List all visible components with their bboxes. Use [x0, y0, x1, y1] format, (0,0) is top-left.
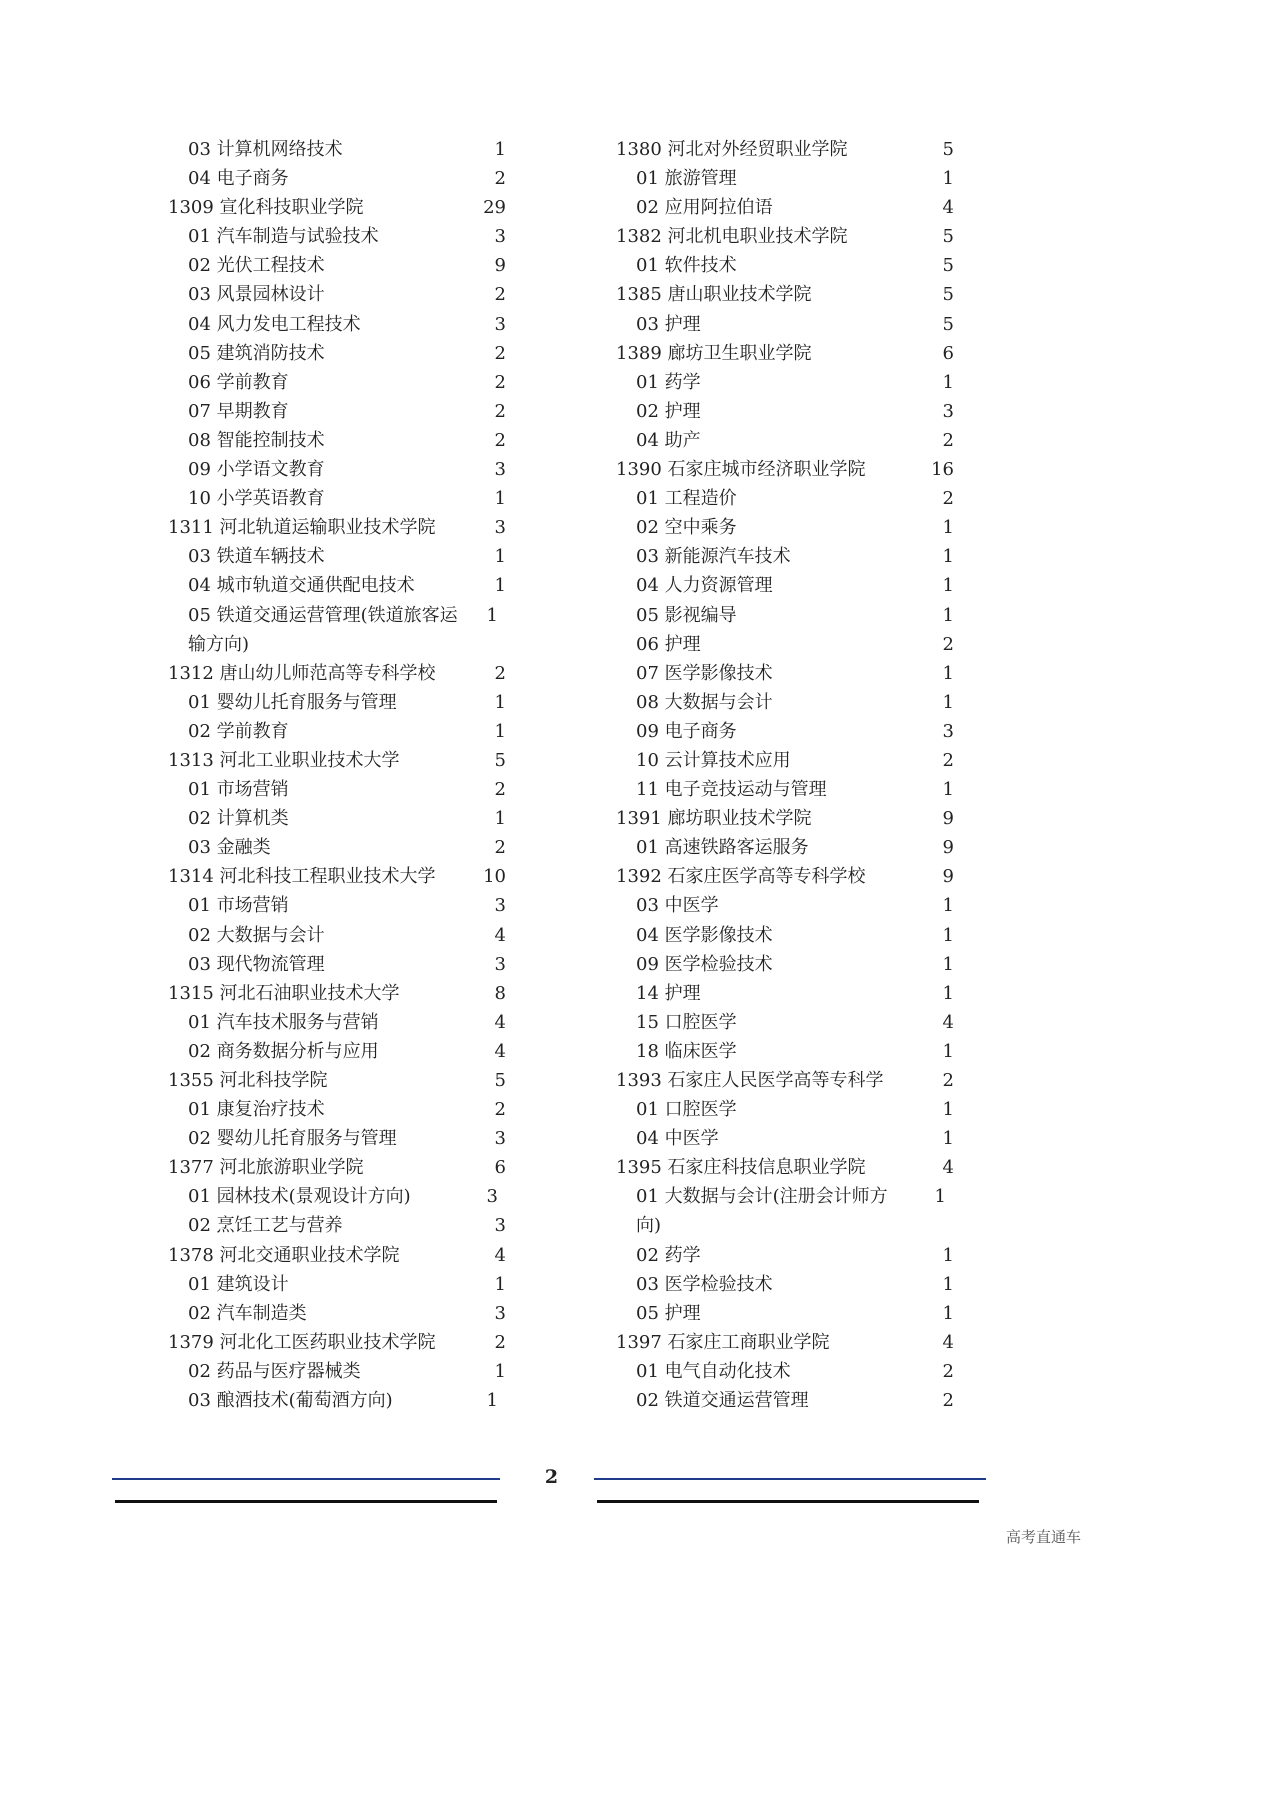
program-row — [616, 368, 958, 397]
quota-count: 3 — [494, 313, 506, 335]
quota-count: 1 — [942, 779, 954, 801]
quota-count: 1 — [934, 1186, 946, 1208]
footer-black-rule-left — [115, 1500, 497, 1503]
program-row — [616, 1124, 958, 1153]
quota-count: 5 — [494, 1070, 506, 1091]
program-name: 02 学前教育 — [188, 720, 289, 742]
program-row — [616, 397, 958, 426]
quota-count: 1 — [486, 604, 498, 626]
program-name: 02 汽车制造类 — [188, 1302, 307, 1324]
quota-count: 3 — [494, 895, 506, 917]
quota-count: 1 — [942, 546, 954, 568]
program-name: 01 汽车制造与试验技术 — [188, 226, 379, 248]
quota-count: 5 — [494, 749, 506, 771]
program-name: 14 护理 — [636, 982, 701, 1004]
footer-black-rule-right — [597, 1500, 979, 1503]
quota-count: 2 — [494, 342, 506, 364]
quota-count: 5 — [942, 255, 954, 277]
program-row — [616, 164, 958, 193]
quota-count: 1 — [942, 662, 954, 684]
quota-count: 1 — [494, 575, 506, 597]
quota-count: 9 — [942, 808, 954, 830]
program-name: 07 医学影像技术 — [636, 662, 773, 684]
program-name: 02 商务数据分析与应用 — [188, 1040, 379, 1062]
quota-count: 4 — [942, 1011, 954, 1033]
quota-count: 5 — [942, 226, 954, 248]
program-row — [616, 310, 958, 339]
program-name: 01 电气自动化技术 — [636, 1360, 791, 1382]
quota-count: 1 — [494, 488, 506, 510]
program-row — [168, 1182, 510, 1211]
quota-count: 2 — [942, 633, 954, 655]
program-name: 01 大数据与会计(注册会计师方向) — [636, 1186, 888, 1237]
quota-count: 1 — [494, 691, 506, 713]
program-row — [616, 688, 958, 717]
quota-count: 1 — [494, 1360, 506, 1382]
program-name: 02 光伏工程技术 — [188, 255, 325, 277]
quota-count: 3 — [942, 720, 954, 742]
program-name: 05 护理 — [636, 1302, 701, 1324]
quota-count: 4 — [942, 197, 954, 219]
program-row — [168, 251, 510, 280]
program-row — [168, 542, 510, 571]
quota-count: 9 — [494, 255, 506, 277]
program-row — [168, 397, 510, 426]
quota-count: 1 — [942, 604, 954, 626]
program-row — [616, 1299, 958, 1328]
quota-count: 9 — [942, 837, 954, 859]
program-name: 03 风景园林设计 — [188, 284, 325, 306]
quota-count: 2 — [942, 1070, 954, 1091]
institution-row — [168, 513, 510, 542]
quota-count: 1 — [942, 1273, 954, 1295]
program-name: 05 建筑消防技术 — [188, 342, 325, 364]
quota-count: 2 — [494, 662, 506, 684]
program-name: 02 铁道交通运营管理 — [636, 1390, 809, 1412]
quota-count: 4 — [942, 1331, 954, 1353]
institution-name: 1382 河北机电职业技术学院 — [616, 226, 848, 248]
program-row — [616, 513, 958, 542]
quota-count: 1 — [942, 982, 954, 1004]
quota-count: 3 — [494, 1302, 506, 1324]
program-row — [168, 368, 510, 397]
quota-count: 2 — [494, 837, 506, 859]
program-row — [616, 542, 958, 571]
program-name: 03 医学检验技术 — [636, 1273, 773, 1295]
program-name: 09 电子商务 — [636, 720, 737, 742]
program-name: 04 城市轨道交通供配电技术 — [188, 575, 415, 597]
quota-count: 3 — [486, 1186, 498, 1208]
program-name: 03 现代物流管理 — [188, 953, 325, 975]
program-name: 04 中医学 — [636, 1128, 719, 1150]
institution-row — [616, 135, 958, 164]
program-name: 01 软件技术 — [636, 255, 737, 277]
quota-count: 3 — [494, 226, 506, 248]
program-name: 01 旅游管理 — [636, 168, 737, 190]
right-column — [616, 135, 958, 1415]
program-name: 03 护理 — [636, 313, 701, 335]
program-row — [168, 426, 510, 455]
quota-count: 1 — [942, 1244, 954, 1266]
quota-count: 6 — [942, 342, 954, 364]
left-column — [168, 135, 510, 1415]
program-name: 01 市场营销 — [188, 779, 289, 801]
quota-count: 5 — [942, 139, 954, 160]
institution-name: 1393 石家庄人民医学高等专科学 — [616, 1070, 884, 1091]
program-name: 04 电子商务 — [188, 168, 289, 190]
program-row — [168, 1008, 510, 1037]
quota-count: 1 — [942, 1128, 954, 1150]
quota-count: 3 — [942, 400, 954, 422]
program-name: 02 大数据与会计 — [188, 924, 325, 946]
program-row — [168, 1037, 510, 1066]
quota-count: 1 — [486, 1390, 498, 1412]
quota-count: 8 — [494, 982, 506, 1004]
program-name: 09 医学检验技术 — [636, 953, 773, 975]
program-row — [616, 1095, 958, 1124]
institution-name: 1389 廊坊卫生职业学院 — [616, 342, 812, 364]
program-row — [616, 775, 958, 804]
quota-count: 2 — [942, 429, 954, 451]
quota-count: 5 — [942, 284, 954, 306]
program-row — [168, 135, 510, 164]
program-name: 09 小学语文教育 — [188, 459, 325, 481]
program-name: 07 早期教育 — [188, 400, 289, 422]
program-name: 05 铁道交通运营管理(铁道旅客运输方向) — [188, 604, 458, 655]
program-row — [168, 310, 510, 339]
quota-count: 1 — [942, 575, 954, 597]
program-name: 08 智能控制技术 — [188, 429, 325, 451]
program-row — [168, 921, 510, 950]
program-name: 01 汽车技术服务与营销 — [188, 1011, 379, 1033]
program-name: 01 康复治疗技术 — [188, 1099, 325, 1121]
quota-count: 1 — [942, 1040, 954, 1062]
program-row — [616, 979, 958, 1008]
program-row — [168, 1299, 510, 1328]
quota-count: 2 — [494, 168, 506, 190]
quota-count: 3 — [494, 1128, 506, 1150]
program-row — [168, 339, 510, 368]
program-row — [168, 775, 510, 804]
program-row — [168, 804, 510, 833]
quota-count: 1 — [494, 1273, 506, 1295]
program-row — [616, 571, 958, 600]
program-row — [616, 1241, 958, 1270]
institution-name: 1355 河北科技学院 — [168, 1070, 328, 1091]
quota-count: 6 — [494, 1157, 506, 1179]
program-name: 04 人力资源管理 — [636, 575, 773, 597]
program-row — [168, 484, 510, 513]
quota-count: 1 — [942, 691, 954, 713]
program-name: 02 计算机类 — [188, 808, 289, 830]
program-row — [616, 601, 958, 630]
quota-count: 3 — [494, 1215, 506, 1237]
quota-count: 16 — [931, 459, 954, 481]
program-name: 02 药学 — [636, 1244, 701, 1266]
program-row — [168, 222, 510, 251]
institution-name: 1314 河北科技工程职业技术大学 — [168, 866, 436, 888]
quota-count: 1 — [942, 895, 954, 917]
quota-count: 2 — [494, 1331, 506, 1353]
program-name: 03 金融类 — [188, 837, 271, 859]
institution-row — [616, 455, 958, 484]
program-row — [168, 1386, 510, 1415]
program-row — [616, 950, 958, 979]
program-name: 05 影视编导 — [636, 604, 737, 626]
program-row — [616, 921, 958, 950]
program-name: 18 临床医学 — [636, 1040, 737, 1062]
institution-name: 1312 唐山幼儿师范高等专科学校 — [168, 662, 436, 684]
program-name: 02 空中乘务 — [636, 517, 737, 539]
quota-count: 2 — [942, 749, 954, 771]
institution-row — [616, 280, 958, 309]
institution-name: 1309 宣化科技职业学院 — [168, 197, 364, 219]
program-row — [616, 251, 958, 280]
institution-name: 1379 河北化工医药职业技术学院 — [168, 1331, 436, 1353]
watermark: 高考直通车 — [1005, 1528, 1081, 1546]
institution-name: 1313 河北工业职业技术大学 — [168, 749, 400, 771]
quota-count: 2 — [494, 1099, 506, 1121]
quota-count: 9 — [942, 866, 954, 888]
institution-row — [168, 979, 510, 1008]
program-row — [168, 571, 510, 600]
program-name: 01 工程造价 — [636, 488, 737, 510]
quota-count: 2 — [942, 1360, 954, 1382]
program-row — [168, 688, 510, 717]
program-name: 02 护理 — [636, 400, 701, 422]
institution-row — [616, 862, 958, 891]
program-name: 01 口腔医学 — [636, 1099, 737, 1121]
program-row — [616, 659, 958, 688]
quota-count: 4 — [942, 1157, 954, 1179]
quota-count: 3 — [494, 459, 506, 481]
program-row — [616, 630, 958, 659]
quota-count: 1 — [942, 924, 954, 946]
quota-count: 1 — [942, 953, 954, 975]
program-row — [616, 746, 958, 775]
institution-row — [616, 1066, 958, 1095]
program-row — [168, 1211, 510, 1240]
quota-count: 2 — [494, 284, 506, 306]
quota-count: 1 — [494, 720, 506, 742]
program-name: 01 园林技术(景观设计方向) — [188, 1186, 411, 1208]
quota-count: 4 — [494, 1011, 506, 1033]
quota-count: 2 — [494, 371, 506, 393]
quota-count: 5 — [942, 313, 954, 335]
program-name: 10 云计算技术应用 — [636, 749, 791, 771]
program-name: 06 学前教育 — [188, 371, 289, 393]
quota-count: 2 — [494, 400, 506, 422]
program-row — [168, 833, 510, 862]
institution-row — [168, 659, 510, 688]
institution-row — [616, 222, 958, 251]
institution-row — [616, 1153, 958, 1182]
institution-row — [168, 1241, 510, 1270]
quota-count: 1 — [494, 546, 506, 568]
institution-name: 1385 唐山职业技术学院 — [616, 284, 812, 306]
quota-count: 3 — [494, 953, 506, 975]
program-name: 03 新能源汽车技术 — [636, 546, 791, 568]
institution-name: 1397 石家庄工商职业学院 — [616, 1331, 830, 1353]
institution-row — [168, 746, 510, 775]
program-name: 03 计算机网络技术 — [188, 139, 343, 160]
program-name: 02 药品与医疗器械类 — [188, 1360, 361, 1382]
program-name: 11 电子竞技运动与管理 — [636, 779, 827, 801]
institution-name: 1390 石家庄城市经济职业学院 — [616, 459, 866, 481]
program-row — [616, 1182, 958, 1240]
institution-row — [616, 804, 958, 833]
quota-count: 2 — [942, 1390, 954, 1412]
program-row — [168, 717, 510, 746]
institution-name: 1395 石家庄科技信息职业学院 — [616, 1157, 866, 1179]
institution-name: 1392 石家庄医学高等专科学校 — [616, 866, 866, 888]
institution-row — [168, 862, 510, 891]
quota-count: 3 — [494, 517, 506, 539]
institution-row — [616, 339, 958, 368]
program-row — [616, 1357, 958, 1386]
program-name: 01 药学 — [636, 371, 701, 393]
program-name: 03 中医学 — [636, 895, 719, 917]
program-row — [168, 1270, 510, 1299]
quota-count: 1 — [942, 1099, 954, 1121]
institution-name: 1378 河北交通职业技术学院 — [168, 1244, 400, 1266]
quota-count: 1 — [942, 371, 954, 393]
institution-row — [168, 1328, 510, 1357]
institution-name: 1315 河北石油职业技术大学 — [168, 982, 400, 1004]
program-name: 10 小学英语教育 — [188, 488, 325, 510]
program-name: 06 护理 — [636, 633, 701, 655]
quota-count: 10 — [483, 866, 506, 888]
program-row — [616, 193, 958, 222]
institution-row — [168, 1066, 510, 1095]
program-row — [616, 1270, 958, 1299]
program-name: 01 市场营销 — [188, 895, 289, 917]
program-row — [168, 601, 510, 659]
institution-name: 1377 河北旅游职业学院 — [168, 1157, 364, 1179]
program-name: 01 婴幼儿托育服务与管理 — [188, 691, 397, 713]
program-name: 04 医学影像技术 — [636, 924, 773, 946]
program-name: 03 铁道车辆技术 — [188, 546, 325, 568]
program-name: 15 口腔医学 — [636, 1011, 737, 1033]
program-row — [168, 280, 510, 309]
program-row — [168, 455, 510, 484]
quota-count: 1 — [942, 517, 954, 539]
quota-count: 4 — [494, 1040, 506, 1062]
quota-count: 1 — [494, 139, 506, 160]
institution-row — [168, 193, 510, 222]
quota-count: 4 — [494, 924, 506, 946]
page-number: 2 — [544, 1466, 559, 1488]
institution-name: 1391 廊坊职业技术学院 — [616, 808, 812, 830]
program-name: 03 酿酒技术(葡萄酒方向) — [188, 1390, 393, 1412]
quota-count: 4 — [494, 1244, 506, 1266]
quota-count: 2 — [494, 779, 506, 801]
program-name: 04 助产 — [636, 429, 701, 451]
program-name: 04 风力发电工程技术 — [188, 313, 361, 335]
program-row — [616, 1037, 958, 1066]
program-name: 08 大数据与会计 — [636, 691, 773, 713]
quota-count: 2 — [494, 429, 506, 451]
program-row — [168, 1357, 510, 1386]
quota-count: 29 — [483, 197, 506, 219]
program-name: 02 婴幼儿托育服务与管理 — [188, 1128, 397, 1150]
program-name: 01 建筑设计 — [188, 1273, 289, 1295]
program-row — [616, 426, 958, 455]
program-row — [168, 891, 510, 920]
program-row — [616, 484, 958, 513]
institution-name: 1380 河北对外经贸职业学院 — [616, 139, 848, 160]
program-row — [616, 1008, 958, 1037]
program-row — [616, 833, 958, 862]
program-row — [168, 164, 510, 193]
quota-count: 1 — [942, 168, 954, 190]
program-name: 02 烹饪工艺与营养 — [188, 1215, 343, 1237]
program-name: 02 应用阿拉伯语 — [636, 197, 773, 219]
program-row — [168, 950, 510, 979]
program-row — [616, 891, 958, 920]
program-row — [616, 1386, 958, 1415]
institution-row — [168, 1153, 510, 1182]
quota-count: 1 — [494, 808, 506, 830]
program-row — [168, 1095, 510, 1124]
program-name: 01 高速铁路客运服务 — [636, 837, 809, 859]
program-row — [168, 1124, 510, 1153]
quota-count: 1 — [942, 1302, 954, 1324]
institution-row — [616, 1328, 958, 1357]
program-row — [616, 717, 958, 746]
quota-count: 2 — [942, 488, 954, 510]
institution-name: 1311 河北轨道运输职业技术学院 — [168, 517, 436, 539]
